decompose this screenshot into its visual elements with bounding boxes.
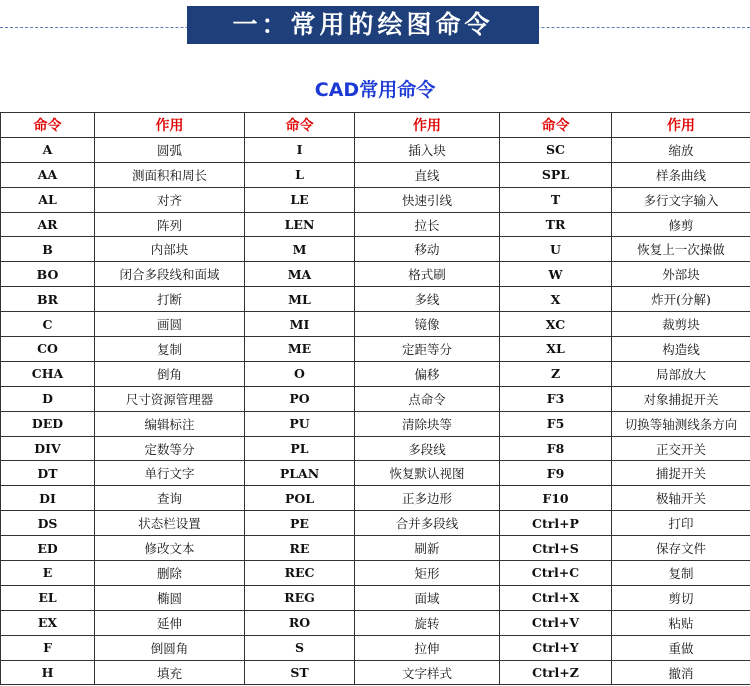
command-cell: F8 bbox=[500, 436, 612, 461]
table-row bbox=[1, 411, 750, 436]
table-row bbox=[1, 337, 750, 362]
function-cell: 正多边形 bbox=[355, 486, 500, 511]
function-cell: 多线 bbox=[355, 287, 500, 312]
command-cell: ED bbox=[1, 536, 95, 561]
command-cell: LEN bbox=[245, 212, 355, 237]
command-cell: F5 bbox=[500, 411, 612, 436]
command-cell: RE bbox=[245, 536, 355, 561]
function-cell: 旋转 bbox=[355, 610, 500, 635]
command-cell: H bbox=[1, 660, 95, 685]
command-table bbox=[0, 112, 750, 685]
command-cell: ST bbox=[245, 660, 355, 685]
function-cell: 单行文字 bbox=[95, 461, 245, 486]
command-cell: Z bbox=[500, 361, 612, 386]
command-cell: PO bbox=[245, 386, 355, 411]
command-cell: MA bbox=[245, 262, 355, 287]
command-cell: I bbox=[245, 137, 355, 162]
header-command: 命令 bbox=[1, 113, 95, 138]
table-row bbox=[1, 585, 750, 610]
function-cell: 状态栏设置 bbox=[95, 511, 245, 536]
command-cell: PLAN bbox=[245, 461, 355, 486]
command-cell: Ctrl+X bbox=[500, 585, 612, 610]
function-cell: 圆弧 bbox=[95, 137, 245, 162]
table-row bbox=[1, 561, 750, 586]
function-cell: 插入块 bbox=[355, 137, 500, 162]
command-cell: O bbox=[245, 361, 355, 386]
function-cell: 画圆 bbox=[95, 312, 245, 337]
function-cell: 正交开关 bbox=[612, 436, 750, 461]
function-cell: 恢复默认视图 bbox=[355, 461, 500, 486]
table-row bbox=[1, 187, 750, 212]
command-cell: T bbox=[500, 187, 612, 212]
table-row bbox=[1, 610, 750, 635]
table-row bbox=[1, 262, 750, 287]
function-cell: 点命令 bbox=[355, 386, 500, 411]
command-cell: AR bbox=[1, 212, 95, 237]
function-cell: 撤消 bbox=[612, 660, 750, 685]
command-cell: Ctrl+Y bbox=[500, 635, 612, 660]
function-cell: 复制 bbox=[95, 337, 245, 362]
command-cell: F9 bbox=[500, 461, 612, 486]
header-function: 作用 bbox=[355, 113, 500, 138]
table-row bbox=[1, 312, 750, 337]
command-cell: X bbox=[500, 287, 612, 312]
command-cell: W bbox=[500, 262, 612, 287]
section-banner bbox=[0, 0, 750, 62]
command-cell: AL bbox=[1, 187, 95, 212]
function-cell: 尺寸资源管理器 bbox=[95, 386, 245, 411]
table-row bbox=[1, 486, 750, 511]
function-cell: 定距等分 bbox=[355, 337, 500, 362]
command-cell: EX bbox=[1, 610, 95, 635]
command-cell: DI bbox=[1, 486, 95, 511]
function-cell: 面域 bbox=[355, 585, 500, 610]
function-cell: 阵列 bbox=[95, 212, 245, 237]
command-cell: TR bbox=[500, 212, 612, 237]
function-cell: 椭圆 bbox=[95, 585, 245, 610]
command-cell: SC bbox=[500, 137, 612, 162]
command-cell: PE bbox=[245, 511, 355, 536]
function-cell: 缩放 bbox=[612, 137, 750, 162]
table-row bbox=[1, 137, 750, 162]
command-cell: MI bbox=[245, 312, 355, 337]
function-cell: 构造线 bbox=[612, 337, 750, 362]
function-cell: 格式刷 bbox=[355, 262, 500, 287]
command-cell: E bbox=[1, 561, 95, 586]
function-cell: 拉伸 bbox=[355, 635, 500, 660]
command-cell: M bbox=[245, 237, 355, 262]
command-cell: Ctrl+Z bbox=[500, 660, 612, 685]
table-header-row bbox=[1, 113, 750, 138]
header-command: 命令 bbox=[245, 113, 355, 138]
function-cell: 复制 bbox=[612, 561, 750, 586]
function-cell: 矩形 bbox=[355, 561, 500, 586]
command-cell: U bbox=[500, 237, 612, 262]
command-cell: Ctrl+S bbox=[500, 536, 612, 561]
function-cell: 剪切 bbox=[612, 585, 750, 610]
command-cell: BO bbox=[1, 262, 95, 287]
function-cell: 裁剪块 bbox=[612, 312, 750, 337]
table-row bbox=[1, 212, 750, 237]
function-cell: 打印 bbox=[612, 511, 750, 536]
command-cell: F10 bbox=[500, 486, 612, 511]
function-cell: 文字样式 bbox=[355, 660, 500, 685]
function-cell: 定数等分 bbox=[95, 436, 245, 461]
command-cell: REC bbox=[245, 561, 355, 586]
function-cell: 内部块 bbox=[95, 237, 245, 262]
function-cell: 闭合多段线和面域 bbox=[95, 262, 245, 287]
function-cell: 打断 bbox=[95, 287, 245, 312]
function-cell: 修改文本 bbox=[95, 536, 245, 561]
command-cell: POL bbox=[245, 486, 355, 511]
function-cell: 编辑标注 bbox=[95, 411, 245, 436]
function-cell: 炸开(分解) bbox=[612, 287, 750, 312]
function-cell: 多段线 bbox=[355, 436, 500, 461]
command-cell: DIV bbox=[1, 436, 95, 461]
function-cell: 合并多段线 bbox=[355, 511, 500, 536]
command-cell: LE bbox=[245, 187, 355, 212]
command-cell: DS bbox=[1, 511, 95, 536]
command-cell: C bbox=[1, 312, 95, 337]
function-cell: 测面积和周长 bbox=[95, 162, 245, 187]
table-row bbox=[1, 237, 750, 262]
function-cell: 倒圆角 bbox=[95, 635, 245, 660]
table-row bbox=[1, 386, 750, 411]
table-row bbox=[1, 511, 750, 536]
table-row bbox=[1, 660, 750, 685]
function-cell: 查询 bbox=[95, 486, 245, 511]
command-cell: Ctrl+C bbox=[500, 561, 612, 586]
function-cell: 保存文件 bbox=[612, 536, 750, 561]
function-cell: 填充 bbox=[95, 660, 245, 685]
command-cell: PU bbox=[245, 411, 355, 436]
function-cell: 对象捕捉开关 bbox=[612, 386, 750, 411]
command-cell: L bbox=[245, 162, 355, 187]
function-cell: 局部放大 bbox=[612, 361, 750, 386]
command-cell: CO bbox=[1, 337, 95, 362]
command-cell: DED bbox=[1, 411, 95, 436]
function-cell: 延伸 bbox=[95, 610, 245, 635]
command-cell: S bbox=[245, 635, 355, 660]
header-command: 命令 bbox=[500, 113, 612, 138]
function-cell: 样条曲线 bbox=[612, 162, 750, 187]
function-cell: 倒角 bbox=[95, 361, 245, 386]
command-cell: ML bbox=[245, 287, 355, 312]
command-cell: Ctrl+P bbox=[500, 511, 612, 536]
command-cell: EL bbox=[1, 585, 95, 610]
function-cell: 直线 bbox=[355, 162, 500, 187]
function-cell: 多行文字输入 bbox=[612, 187, 750, 212]
function-cell: 粘贴 bbox=[612, 610, 750, 635]
function-cell: 重做 bbox=[612, 635, 750, 660]
header-function: 作用 bbox=[95, 113, 245, 138]
function-cell: 快速引线 bbox=[355, 187, 500, 212]
command-cell: PL bbox=[245, 436, 355, 461]
function-cell: 镜像 bbox=[355, 312, 500, 337]
command-cell: SPL bbox=[500, 162, 612, 187]
function-cell: 对齐 bbox=[95, 187, 245, 212]
function-cell: 切换等轴测线条方向 bbox=[612, 411, 750, 436]
function-cell: 刷新 bbox=[355, 536, 500, 561]
sheet-title: CAD常用命令 bbox=[314, 79, 436, 101]
table-row bbox=[1, 287, 750, 312]
section-title: 一：常用的绘图命令 bbox=[187, 6, 539, 44]
function-cell: 偏移 bbox=[355, 361, 500, 386]
command-cell: B bbox=[1, 237, 95, 262]
function-cell: 恢复上一次操做 bbox=[612, 237, 750, 262]
command-cell: XL bbox=[500, 337, 612, 362]
function-cell: 极轴开关 bbox=[612, 486, 750, 511]
function-cell: 拉长 bbox=[355, 212, 500, 237]
table-row bbox=[1, 361, 750, 386]
command-cell: REG bbox=[245, 585, 355, 610]
command-cell: XC bbox=[500, 312, 612, 337]
table-row bbox=[1, 162, 750, 187]
header-function: 作用 bbox=[612, 113, 750, 138]
command-cell: CHA bbox=[1, 361, 95, 386]
function-cell: 捕捉开关 bbox=[612, 461, 750, 486]
table-body bbox=[1, 137, 750, 685]
command-cell: A bbox=[1, 137, 95, 162]
table-row bbox=[1, 635, 750, 660]
function-cell: 移动 bbox=[355, 237, 500, 262]
command-cell: D bbox=[1, 386, 95, 411]
command-cell: Ctrl+V bbox=[500, 610, 612, 635]
command-cell: AA bbox=[1, 162, 95, 187]
command-cell: F bbox=[1, 635, 95, 660]
command-cell: BR bbox=[1, 287, 95, 312]
command-cell: ME bbox=[245, 337, 355, 362]
function-cell: 修剪 bbox=[612, 212, 750, 237]
command-cell: F3 bbox=[500, 386, 612, 411]
table-row bbox=[1, 436, 750, 461]
table-row bbox=[1, 536, 750, 561]
function-cell: 外部块 bbox=[612, 262, 750, 287]
command-cell: RO bbox=[245, 610, 355, 635]
function-cell: 清除块等 bbox=[355, 411, 500, 436]
command-cell: DT bbox=[1, 461, 95, 486]
function-cell: 删除 bbox=[95, 561, 245, 586]
table-row bbox=[1, 461, 750, 486]
